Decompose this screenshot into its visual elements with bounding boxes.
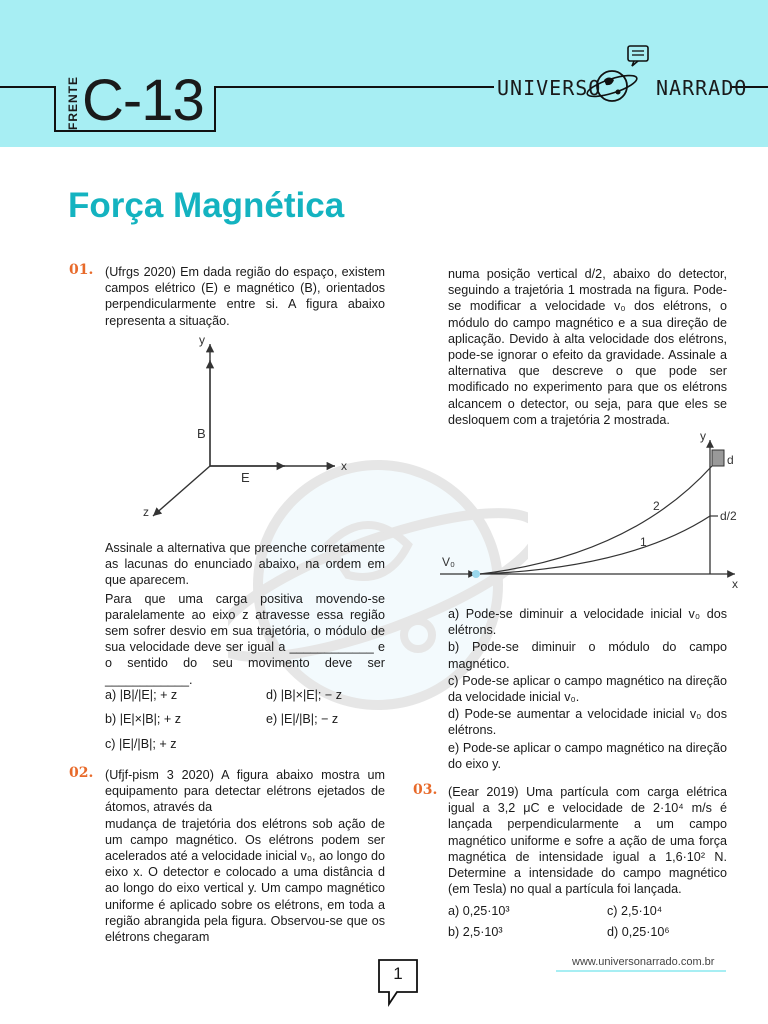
fig2-trajectory-1: 1 <box>640 535 647 549</box>
q2-option-e[interactable]: e) Pode-se aplicar o campo magnético na direção do eixo y. <box>448 740 727 771</box>
question-1-intro: (Ufrgs 2020) Em dada região do espaço, existem campos elétrico (E) e magnético (B), orientados perpendicularmente entre si. A figura abaixo representa a situação. <box>105 265 385 328</box>
question-3-number: 03. <box>413 782 438 798</box>
question-2-figure <box>430 428 750 600</box>
question-1-text: Assinale a alternativa que preenche corretamente as lacunas do enunciado abaixo, na ordem em que aparecem. Para que uma carga positiva movendo-se paralelamente ao eixo z atravesse essa região sem sofrer desvio em sua trajetória, o módulo de sua velocidade deve ser igual a ____________ e o sentido do seu movimento deve ser ____________. <box>105 541 385 687</box>
section-code: C-13 <box>82 68 204 133</box>
fig2-axis-x: x <box>732 577 738 591</box>
q1-option-a[interactable]: a) |B|/|E|; + z <box>105 688 178 702</box>
question-2-continued: numa posição vertical d/2, abaixo do detector, seguindo a trajetória 1 mostrada na figura. Pode-se modificar a velocidade v₀ dos elétrons, o módulo do campo magnético e a sua direção de aplicação. Devido à alta velocidade dos elétrons, pode-se ignorar o efeito da gravidade. Assinale a alternativa que descreve o que pode ser modificado no experimento para que os elétrons alcancem o detector, ou seja, para que eles se desloquem com a trajetória 2 mostrada. <box>448 267 727 427</box>
q2-option-c[interactable]: c) Pode-se aplicar o campo magnético na direção da velocidade inicial v₀. <box>448 673 727 705</box>
q1-option-d[interactable]: d) |B|×|E|; − z <box>266 688 343 702</box>
field-label-e: E <box>241 470 250 485</box>
fig2-label-d: d <box>727 453 734 467</box>
page-header <box>0 0 768 147</box>
question-2-intro: (Ufjf-pism 3 2020) A figura abaixo mostra um equipamento para detectar elétrons ejetados de átomos, através da mudança de trajetória dos elétrons sob ação de um campo magnético. Os elétrons podem ser acelerados até a velocidade inicial v₀, ao longo do eixo x. O detector e colocado a uma distância d ao longo do eixo vertical y. Um campo magnético uniforme é aplicado sobre os elétrons, em toda a região abrangida pela figura. Observou-se que os elétrons chegaram <box>105 768 385 945</box>
globe-logo-icon <box>582 44 654 116</box>
q2-option-d[interactable]: d) Pode-se aumentar a velocidade inicial v₀ dos elétrons. <box>448 707 727 738</box>
axis-label-y: y <box>199 333 205 347</box>
fig2-label-d2: d/2 <box>720 509 737 523</box>
q3-option-d[interactable]: d) 0,25·10⁶ <box>607 925 670 939</box>
question-2-number: 02. <box>69 765 94 781</box>
brand-right: NARRADO <box>656 76 748 100</box>
question-1-figure <box>135 330 375 530</box>
question-2-options <box>448 606 727 772</box>
page-number: 1 <box>393 964 403 983</box>
axis-label-x: x <box>341 459 347 473</box>
q3-option-b[interactable]: b) 2,5·10³ <box>448 925 503 939</box>
footer-url[interactable]: www.universonarrado.com.br <box>572 956 715 968</box>
header-rule-left <box>0 86 54 88</box>
fig2-trajectory-2: 2 <box>653 499 660 513</box>
header-bracket-left <box>54 86 56 132</box>
question-3-text: (Eear 2019) Uma partícula com carga elétrica igual a 3,2 μC e velocidade de 2·10⁴ m/s é lançada perpendicularmente a um campo magnético uniforme e sofre a ação de uma força magnética de intensidade igual a 1,6·10² N. Determine a intensidade do campo magnético (em Tesla) no qual a partícula foi lançada. <box>448 785 727 897</box>
q1-option-c[interactable]: c) |E|/|B|; + z <box>105 737 177 751</box>
brand-left: UNIVERSO <box>497 76 602 100</box>
q1-option-e[interactable]: e) |E|/|B|; − z <box>266 712 339 726</box>
header-rule-mid <box>214 86 494 88</box>
fig2-label-v0: V₀ <box>442 555 455 569</box>
q3-option-a[interactable]: a) 0,25·10³ <box>448 904 510 918</box>
q2-option-b[interactable]: b) Pode-se diminuir o módulo do campo magnético. <box>448 640 727 671</box>
q3-option-c[interactable]: c) 2,5·10⁴ <box>607 904 663 918</box>
q1-option-b[interactable]: b) |E|×|B|; + z <box>105 712 182 726</box>
q2-option-a[interactable]: a) Pode-se diminuir a velocidade inicial v₀ dos elétrons. <box>448 607 727 638</box>
axis-label-z: z <box>143 505 149 519</box>
header-bracket-right <box>214 86 216 132</box>
page-title: Força Magnética <box>68 186 345 225</box>
field-label-b: B <box>197 426 206 441</box>
footer-rule <box>556 970 726 972</box>
fig2-axis-y: y <box>700 429 706 443</box>
question-1-number: 01. <box>69 262 94 278</box>
frente-label: FRENTE <box>66 76 80 130</box>
